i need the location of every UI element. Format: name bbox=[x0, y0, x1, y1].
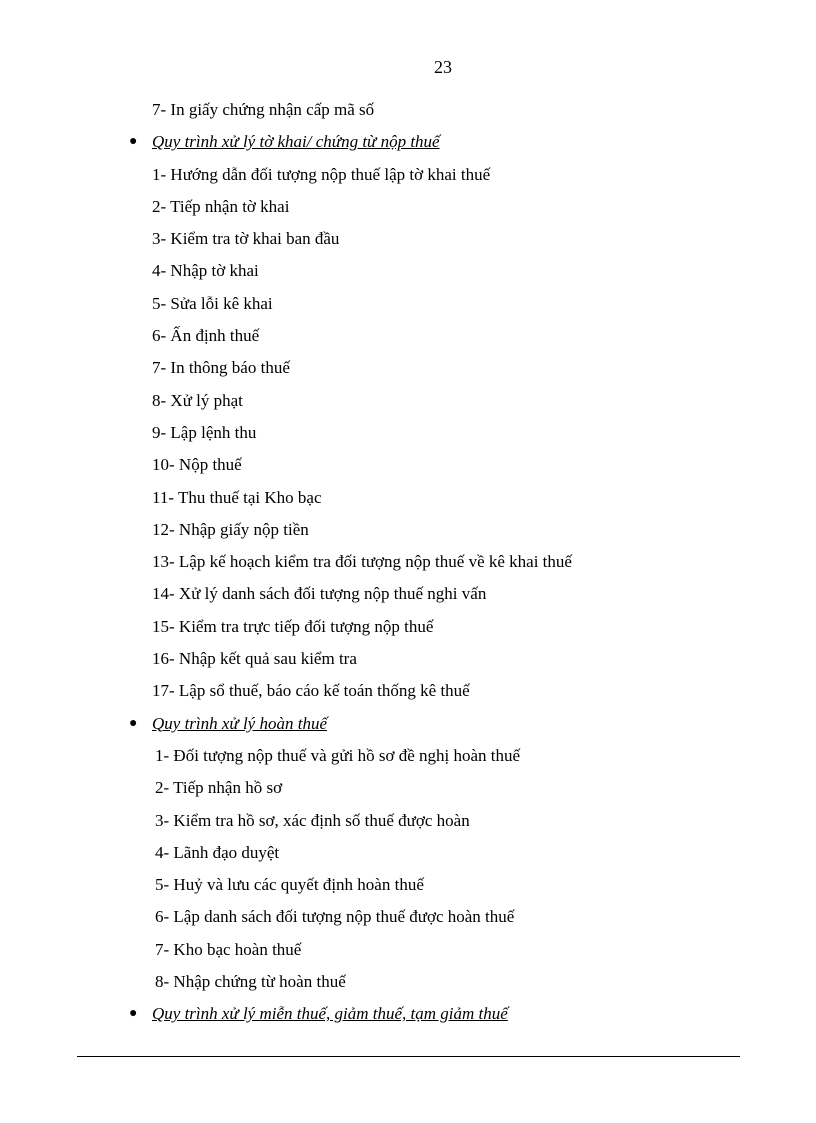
list-item: 17- Lập sổ thuế, báo cáo kế toán thống kê thuế bbox=[152, 681, 470, 701]
list-item: 7- Kho bạc hoàn thuế bbox=[155, 939, 302, 959]
page-number: 23 bbox=[434, 57, 452, 77]
list-item: 13- Lập kế hoạch kiểm tra đối tượng nộp thuế về kê khai thuế bbox=[152, 552, 572, 572]
list-item: 8- Nhập chứng từ hoàn thuế bbox=[155, 972, 346, 992]
list-item: 16- Nhập kết quả sau kiểm tra bbox=[152, 649, 357, 669]
list-item: 7- In thông báo thuế bbox=[152, 358, 290, 378]
list-item: 8- Xử lý phạt bbox=[152, 390, 243, 410]
section-heading-text: Quy trình xử lý hoàn thuế bbox=[152, 713, 327, 733]
list-item: 4- Lãnh đạo duyệt bbox=[155, 842, 280, 862]
list-item: 12- Nhập giấy nộp tiền bbox=[152, 519, 309, 539]
list-item: 14- Xử lý danh sách đối tượng nộp thuế nghi vấn bbox=[152, 584, 487, 604]
footer-divider bbox=[77, 1056, 740, 1057]
list-item: 5- Huỷ và lưu các quyết định hoàn thuế bbox=[155, 875, 424, 895]
document-body bbox=[0, 94, 816, 1031]
list-item: 1- Hướng dẫn đối tượng nộp thuế lập tờ khai thuế bbox=[152, 164, 491, 184]
list-item: 2- Tiếp nhận hồ sơ bbox=[155, 778, 283, 798]
section-heading-text: Quy trình xử lý tờ khai/ chứng từ nộp thuế bbox=[152, 132, 440, 152]
list-item: 11- Thu thuế tại Kho bạc bbox=[152, 487, 322, 507]
list-item: 2- Tiếp nhận tờ khai bbox=[152, 196, 290, 216]
list-item: 4- Nhập tờ khai bbox=[152, 261, 259, 281]
list-item: 10- Nộp thuế bbox=[152, 455, 242, 475]
list-item: 9- Lập lệnh thu bbox=[152, 422, 257, 442]
list-item: 5- Sửa lỗi kê khai bbox=[152, 293, 273, 313]
list-item: 3- Kiểm tra hồ sơ, xác định số thuế được hoàn bbox=[155, 810, 470, 830]
list-item: 6- Lập danh sách đối tượng nộp thuế được hoàn thuế bbox=[155, 907, 515, 927]
bullet-icon: ● bbox=[129, 134, 138, 150]
list-item: 7- In giấy chứng nhận cấp mã số bbox=[152, 100, 375, 119]
list-item: 1- Đối tượng nộp thuế và gửi hồ sơ đề nghị hoàn thuế bbox=[155, 745, 521, 765]
list-item: 3- Kiểm tra tờ khai ban đầu bbox=[152, 229, 340, 249]
bullet-icon: ● bbox=[129, 1006, 138, 1022]
section-heading bbox=[0, 126, 816, 158]
section-heading bbox=[0, 998, 816, 1030]
section-heading-text: Quy trình xử lý miễn thuế, giảm thuế, tạm giảm thuế bbox=[152, 1004, 508, 1024]
list-item: 15- Kiểm tra trực tiếp đối tượng nộp thuế bbox=[152, 616, 434, 636]
list-item: 6- Ấn định thuế bbox=[152, 326, 260, 346]
bullet-icon: ● bbox=[129, 715, 138, 731]
section-heading bbox=[0, 708, 816, 740]
